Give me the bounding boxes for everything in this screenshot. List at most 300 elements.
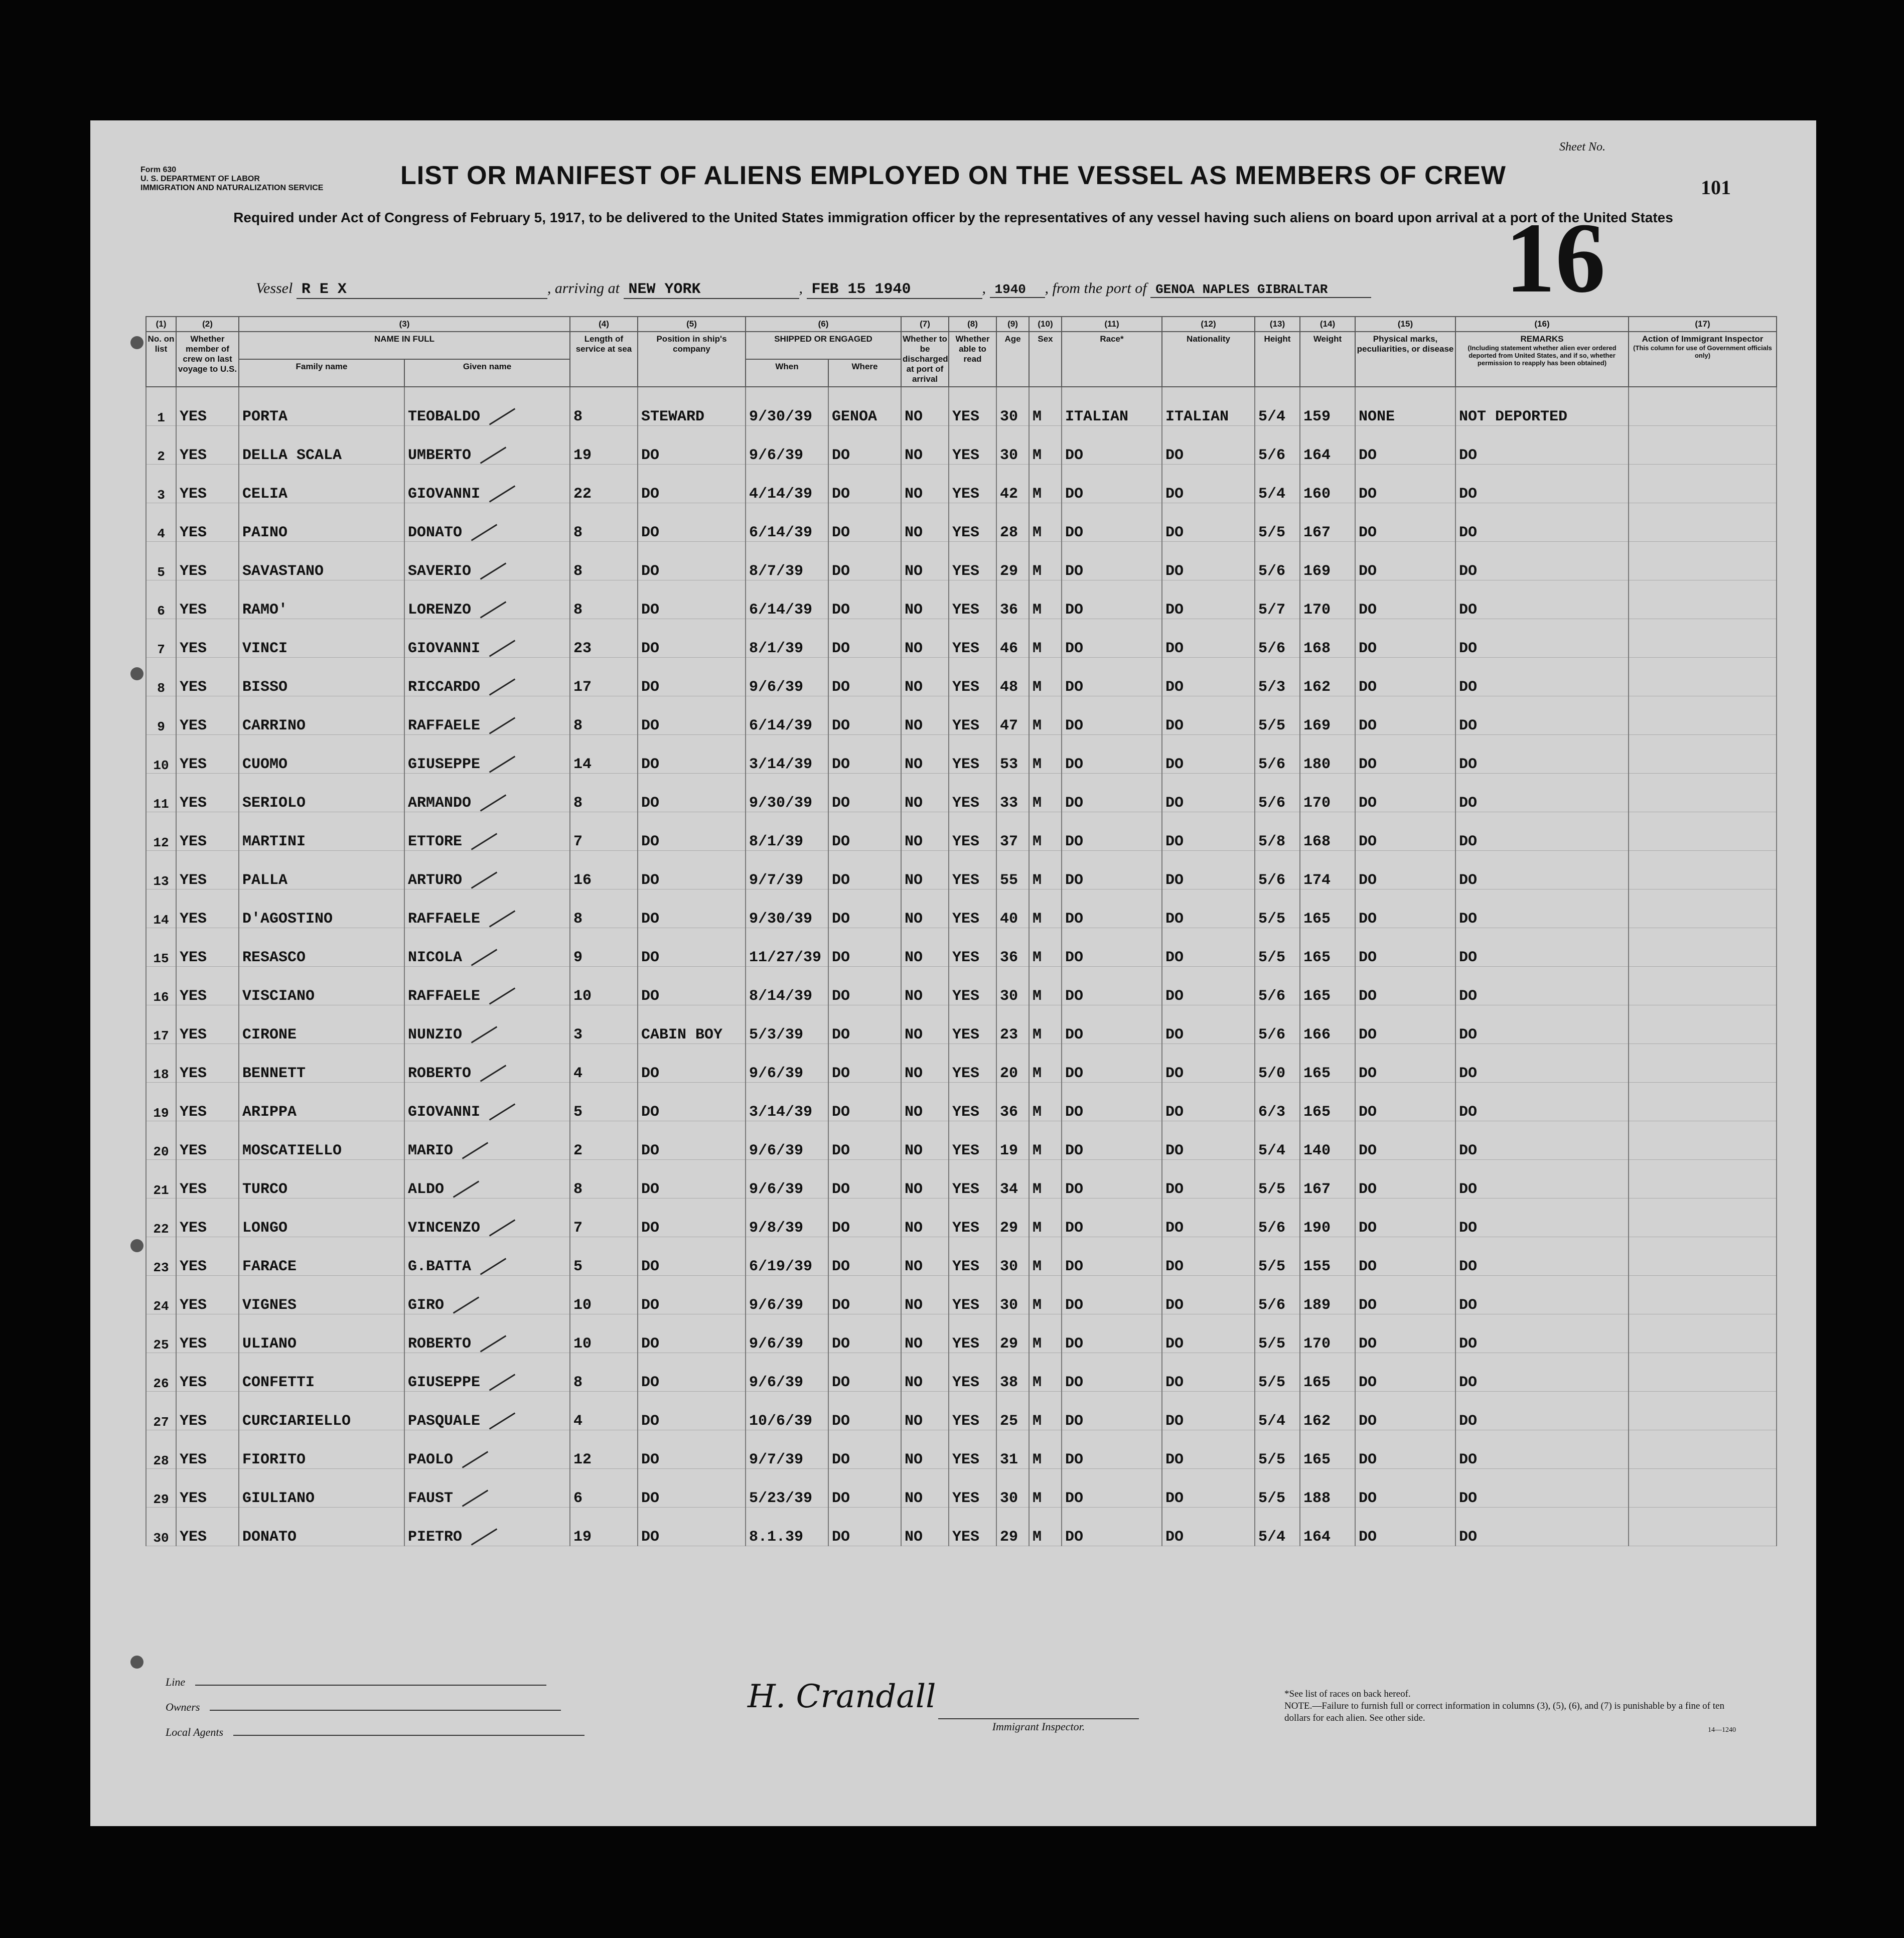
cell-family-name [239, 774, 404, 812]
cell-weight-text: 165 [1303, 988, 1331, 1005]
table-row [146, 465, 1777, 503]
cell-race-text: DO [1065, 1065, 1084, 1082]
cell-given-name-text: GIOVANNI [408, 640, 481, 657]
cell-remarks [1455, 928, 1629, 967]
cell-remarks-text: DO [1459, 795, 1478, 812]
cell-marks-text: DO [1359, 833, 1377, 850]
cell-read-text: YES [952, 408, 980, 425]
cell-no-text: 24 [153, 1299, 169, 1314]
cell-no [146, 735, 176, 774]
cell-given-name-text: SAVERIO [408, 563, 472, 580]
cell-weight-text: 168 [1303, 833, 1331, 850]
cell-marks-text: DO [1359, 447, 1377, 464]
cell-age-text: 30 [1000, 447, 1018, 464]
cell-no-text: 2 [157, 449, 165, 464]
cell-nationality [1162, 735, 1255, 774]
cell-sex-text: M [1033, 1142, 1042, 1159]
table-row [146, 851, 1777, 889]
cell-position-text: DO [641, 949, 660, 966]
cell-remarks-text: DO [1459, 717, 1478, 734]
header-family-name: Family name [239, 359, 404, 387]
cell-height-text: 5/7 [1258, 602, 1286, 619]
check-mark-icon [489, 1374, 515, 1391]
stamped-sheet-number: 16 [1505, 203, 1605, 314]
cell-sex [1029, 1005, 1062, 1044]
cell-given-name [404, 696, 570, 735]
cell-marks-text: DO [1359, 1335, 1377, 1353]
check-mark-icon [462, 1489, 488, 1507]
cell-given-name [404, 735, 570, 774]
cell-where-text: DO [832, 1104, 850, 1121]
cell-where [828, 774, 901, 812]
cell-given-name [404, 1083, 570, 1121]
cell-where-text: DO [832, 486, 850, 503]
cell-race-text: DO [1065, 717, 1084, 734]
table-row [146, 1469, 1777, 1508]
cell-read-text: YES [952, 1297, 980, 1314]
cell-last-voyage-text: YES [180, 1413, 207, 1430]
cell-discharged [901, 1121, 949, 1160]
cell-no-text: 4 [157, 526, 165, 541]
cell-family-name-text: MOSCATIELLO [242, 1142, 342, 1159]
cell-nationality-text: DO [1165, 1413, 1184, 1430]
cell-weight [1300, 426, 1355, 465]
cell-family-name [239, 967, 404, 1005]
cell-when-text: 6/19/39 [749, 1258, 813, 1275]
cell-when [746, 1044, 828, 1083]
check-mark-icon [471, 1528, 497, 1545]
cell-when [746, 1353, 828, 1392]
arriving-label: arriving at [554, 280, 620, 296]
cell-position [638, 889, 746, 928]
cell-age [996, 658, 1029, 696]
cell-remarks [1455, 851, 1629, 889]
header-physical-marks: Physical marks, peculiarities, or disease [1355, 332, 1455, 387]
cell-when [746, 735, 828, 774]
cell-marks [1355, 1083, 1455, 1121]
cell-service [570, 542, 638, 580]
table-row [146, 1314, 1777, 1353]
cell-read-text: YES [952, 949, 980, 966]
cell-given-name-text: NICOLA [408, 949, 463, 966]
cell-position-text: DO [641, 1104, 660, 1121]
cell-age [996, 967, 1029, 1005]
cell-race [1062, 658, 1162, 696]
cell-weight [1300, 967, 1355, 1005]
cell-remarks-text: DO [1459, 872, 1478, 889]
cell-when [746, 619, 828, 658]
cell-sex-text: M [1033, 640, 1042, 657]
cell-nationality [1162, 967, 1255, 1005]
check-mark-icon [489, 717, 515, 734]
cell-action [1629, 1276, 1777, 1314]
cell-family-name [239, 542, 404, 580]
cell-nationality-text: DO [1165, 911, 1184, 928]
cell-last-voyage [176, 1005, 239, 1044]
cell-weight [1300, 696, 1355, 735]
cell-age-text: 30 [1000, 1297, 1018, 1314]
cell-height [1255, 812, 1300, 851]
cell-sex [1029, 1353, 1062, 1392]
cell-when [746, 774, 828, 812]
cell-age [996, 735, 1029, 774]
cell-weight [1300, 542, 1355, 580]
cell-when-text: 11/27/39 [749, 949, 822, 966]
cell-given-name-text: PASQUALE [408, 1413, 481, 1430]
cell-height-text: 5/0 [1258, 1065, 1286, 1082]
cell-height [1255, 967, 1300, 1005]
cell-remarks [1455, 1276, 1629, 1314]
cell-where-text: DO [832, 1258, 850, 1275]
cell-service-text: 8 [573, 911, 583, 928]
cell-weight-text: 167 [1303, 524, 1331, 541]
cell-where-text: DO [832, 524, 850, 541]
cell-discharged [901, 503, 949, 542]
cell-nationality [1162, 580, 1255, 619]
cell-marks-text: DO [1359, 1451, 1377, 1468]
cell-when [746, 1508, 828, 1546]
cell-sex-text: M [1033, 1529, 1042, 1546]
cell-service-text: 8 [573, 1181, 583, 1198]
department-name: U. S. DEPARTMENT OF LABOR [140, 175, 260, 183]
cell-marks-text: DO [1359, 1529, 1377, 1546]
cell-service [570, 1508, 638, 1546]
cell-family-name [239, 387, 404, 426]
cell-sex-text: M [1033, 1181, 1042, 1198]
cell-read [949, 812, 996, 851]
cell-nationality-text: ITALIAN [1165, 408, 1229, 425]
cell-weight [1300, 1083, 1355, 1121]
cell-weight-text: 170 [1303, 602, 1331, 619]
cell-given-name-text: MARIO [408, 1142, 454, 1159]
cell-where [828, 1353, 901, 1392]
cell-last-voyage-text: YES [180, 1065, 207, 1082]
header-race: Race* [1062, 332, 1162, 387]
cell-nationality-text: DO [1165, 1258, 1184, 1275]
table-row [146, 619, 1777, 658]
cell-position [638, 774, 746, 812]
cell-weight [1300, 1314, 1355, 1353]
cell-family-name [239, 1276, 404, 1314]
cell-when-text: 3/14/39 [749, 756, 813, 773]
table-row [146, 426, 1777, 465]
cell-discharged [901, 1430, 949, 1469]
cell-remarks [1455, 1237, 1629, 1276]
cell-height-text: 5/3 [1258, 679, 1286, 696]
cell-age-text: 47 [1000, 717, 1018, 734]
cell-family-name-text: BENNETT [242, 1065, 306, 1082]
cell-service-text: 8 [573, 408, 583, 425]
cell-when-text: 6/14/39 [749, 524, 813, 541]
cell-when-text: 5/3/39 [749, 1026, 804, 1043]
cell-family-name-text: VISCIANO [242, 988, 315, 1005]
cell-no [146, 1083, 176, 1121]
cell-race [1062, 580, 1162, 619]
cell-last-voyage-text: YES [180, 1297, 207, 1314]
cell-read [949, 1005, 996, 1044]
cell-discharged [901, 658, 949, 696]
cell-given-name [404, 426, 570, 465]
cell-race-text: DO [1065, 1297, 1084, 1314]
cell-sex-text: M [1033, 795, 1042, 812]
cell-family-name-text: CIRONE [242, 1026, 297, 1043]
cell-service [570, 812, 638, 851]
cell-when-text: 4/14/39 [749, 486, 813, 503]
cell-height [1255, 735, 1300, 774]
cell-position-text: DO [641, 1220, 660, 1237]
cell-read-text: YES [952, 1529, 980, 1546]
cell-read-text: YES [952, 872, 980, 889]
cell-read [949, 1430, 996, 1469]
table-row [146, 658, 1777, 696]
cell-where [828, 851, 901, 889]
cell-given-name-text: RAFFAELE [408, 911, 481, 928]
cell-discharged-text: NO [905, 1374, 923, 1391]
cell-discharged-text: NO [905, 1490, 923, 1507]
cell-age [996, 1121, 1029, 1160]
cell-age-text: 30 [1000, 408, 1018, 425]
cell-where [828, 465, 901, 503]
cell-service [570, 1392, 638, 1430]
cell-marks-text: DO [1359, 756, 1377, 773]
cell-discharged-text: NO [905, 486, 923, 503]
cell-given-name [404, 851, 570, 889]
cell-last-voyage [176, 696, 239, 735]
cell-weight [1300, 1005, 1355, 1044]
cell-remarks [1455, 542, 1629, 580]
cell-weight-text: 189 [1303, 1297, 1331, 1314]
cell-discharged [901, 696, 949, 735]
cell-race-text: DO [1065, 563, 1084, 580]
cell-service-text: 10 [573, 1335, 592, 1353]
cell-marks [1355, 1508, 1455, 1546]
cell-when-text: 6/14/39 [749, 602, 813, 619]
cell-given-name [404, 1276, 570, 1314]
cell-nationality-text: DO [1165, 988, 1184, 1005]
cell-sex-text: M [1033, 1258, 1042, 1275]
cell-last-voyage [176, 1044, 239, 1083]
cell-remarks [1455, 580, 1629, 619]
cell-read [949, 503, 996, 542]
cell-remarks-text: DO [1459, 679, 1478, 696]
cell-weight [1300, 1237, 1355, 1276]
cell-nationality-text: DO [1165, 524, 1184, 541]
cell-remarks-text: DO [1459, 833, 1478, 850]
cell-age-text: 30 [1000, 1490, 1018, 1507]
cell-race-text: DO [1065, 1258, 1084, 1275]
cell-no [146, 465, 176, 503]
cell-weight-text: 162 [1303, 679, 1331, 696]
cell-height-text: 5/6 [1258, 447, 1286, 464]
cell-position-text: DO [641, 1529, 660, 1546]
cell-sex-text: M [1033, 602, 1042, 619]
cell-height-text: 5/5 [1258, 1258, 1286, 1275]
cell-given-name-text: G.BATTA [408, 1258, 472, 1275]
cell-age-text: 48 [1000, 679, 1018, 696]
cell-race [1062, 619, 1162, 658]
cell-nationality-text: DO [1165, 1451, 1184, 1468]
cell-service [570, 889, 638, 928]
cell-discharged [901, 1044, 949, 1083]
cell-marks-text: DO [1359, 1104, 1377, 1121]
cell-given-name-text: RAFFAELE [408, 988, 481, 1005]
cell-sex [1029, 928, 1062, 967]
cell-family-name-text: PORTA [242, 408, 288, 425]
cell-sex-text: M [1033, 1026, 1042, 1043]
cell-service [570, 1199, 638, 1237]
cell-where [828, 1005, 901, 1044]
cell-age [996, 542, 1029, 580]
cell-service-text: 10 [573, 988, 592, 1005]
cell-last-voyage [176, 1430, 239, 1469]
cell-service-text: 16 [573, 872, 592, 889]
cell-marks [1355, 1005, 1455, 1044]
manifest-sheet [90, 120, 1816, 1826]
cell-marks-text: DO [1359, 1026, 1377, 1043]
cell-height-text: 5/6 [1258, 1297, 1286, 1314]
cell-race-text: DO [1065, 1335, 1084, 1353]
header-when: When [746, 359, 828, 387]
cell-action [1629, 1353, 1777, 1392]
cell-read-text: YES [952, 988, 980, 1005]
cell-no [146, 851, 176, 889]
cell-sex-text: M [1033, 911, 1042, 928]
table-row [146, 1430, 1777, 1469]
cell-nationality-text: DO [1165, 1529, 1184, 1546]
cell-discharged [901, 735, 949, 774]
col-number: (7) [901, 317, 949, 332]
cell-family-name [239, 1430, 404, 1469]
cell-last-voyage [176, 1508, 239, 1546]
cell-marks-text: DO [1359, 717, 1377, 734]
cell-sex-text: M [1033, 1451, 1042, 1468]
cell-given-name [404, 503, 570, 542]
cell-action [1629, 1430, 1777, 1469]
cell-race-text: DO [1065, 1181, 1084, 1198]
cell-where-text: DO [832, 640, 850, 657]
cell-height [1255, 1121, 1300, 1160]
cell-action [1629, 1469, 1777, 1508]
cell-no-text: 18 [153, 1067, 169, 1082]
cell-marks [1355, 1044, 1455, 1083]
cell-no-text: 28 [153, 1453, 169, 1468]
cell-where [828, 1160, 901, 1199]
cell-no-text: 8 [157, 681, 165, 696]
cell-marks [1355, 1237, 1455, 1276]
cell-discharged-text: NO [905, 1335, 923, 1353]
cell-family-name [239, 928, 404, 967]
cell-no-text: 25 [153, 1337, 169, 1353]
cell-age-text: 40 [1000, 911, 1018, 928]
cell-sex [1029, 426, 1062, 465]
header-name-in-full: NAME IN FULL [239, 332, 570, 359]
cell-race-text: DO [1065, 1142, 1084, 1159]
header-remarks [1455, 332, 1629, 387]
cell-no [146, 696, 176, 735]
cell-where-text: DO [832, 679, 850, 696]
cell-nationality-text: DO [1165, 1220, 1184, 1237]
cell-discharged-text: NO [905, 1026, 923, 1043]
cell-action [1629, 426, 1777, 465]
cell-service-text: 10 [573, 1297, 592, 1314]
cell-where [828, 1314, 901, 1353]
cell-last-voyage [176, 735, 239, 774]
check-mark-icon [480, 1335, 506, 1352]
cell-when-text: 9/6/39 [749, 1181, 804, 1198]
cell-remarks-text: DO [1459, 1451, 1478, 1468]
cell-given-name-text: TEOBALDO [408, 408, 481, 425]
cell-nationality [1162, 1005, 1255, 1044]
cell-no [146, 542, 176, 580]
cell-no-text: 15 [153, 951, 169, 966]
cell-race-text: DO [1065, 833, 1084, 850]
cell-remarks [1455, 696, 1629, 735]
cell-family-name [239, 1469, 404, 1508]
cell-no [146, 1199, 176, 1237]
cell-weight-text: 170 [1303, 795, 1331, 812]
check-mark-icon [489, 485, 515, 502]
cell-family-name-text: PAINO [242, 524, 288, 541]
cell-where-text: DO [832, 795, 850, 812]
cell-marks [1355, 426, 1455, 465]
cell-sex [1029, 851, 1062, 889]
cell-last-voyage [176, 812, 239, 851]
cell-nationality-text: DO [1165, 447, 1184, 464]
cell-service [570, 503, 638, 542]
check-mark-icon [489, 910, 515, 927]
cell-given-name [404, 1430, 570, 1469]
cell-no [146, 812, 176, 851]
cell-position-text: DO [641, 1065, 660, 1082]
cell-weight-text: 159 [1303, 408, 1331, 425]
cell-no [146, 503, 176, 542]
punch-hole [130, 1656, 143, 1669]
races-note: *See list of races on back hereof. [1284, 1689, 1411, 1699]
cell-weight-text: 169 [1303, 563, 1331, 580]
form-number: Form 630 [140, 166, 177, 174]
cell-position [638, 619, 746, 658]
cell-sex-text: M [1033, 949, 1042, 966]
cell-age [996, 1353, 1029, 1392]
cell-last-voyage [176, 465, 239, 503]
cell-height [1255, 465, 1300, 503]
cell-no [146, 426, 176, 465]
cell-service [570, 1160, 638, 1199]
cell-given-name [404, 1469, 570, 1508]
cell-no-text: 13 [153, 874, 169, 889]
cell-no-text: 23 [153, 1260, 169, 1275]
cell-family-name-text: DELLA SCALA [242, 447, 342, 464]
cell-weight-text: 162 [1303, 1413, 1331, 1430]
cell-sex-text: M [1033, 563, 1042, 580]
punch-hole [130, 667, 143, 680]
cell-service-text: 8 [573, 524, 583, 541]
cell-height [1255, 928, 1300, 967]
cell-given-name [404, 967, 570, 1005]
cell-weight-text: 188 [1303, 1490, 1331, 1507]
cell-sex [1029, 735, 1062, 774]
cell-read [949, 1314, 996, 1353]
cell-when-text: 9/6/39 [749, 1374, 804, 1391]
cell-action [1629, 1314, 1777, 1353]
cell-where-text: DO [832, 988, 850, 1005]
cell-marks-text: DO [1359, 1490, 1377, 1507]
inspector-signature: H. Crandall [748, 1678, 936, 1715]
cell-height-text: 5/8 [1258, 833, 1286, 850]
cell-when-text: 9/30/39 [749, 408, 813, 425]
action-label: Action of Immigrant Inspector [1642, 334, 1764, 344]
cell-remarks [1455, 465, 1629, 503]
